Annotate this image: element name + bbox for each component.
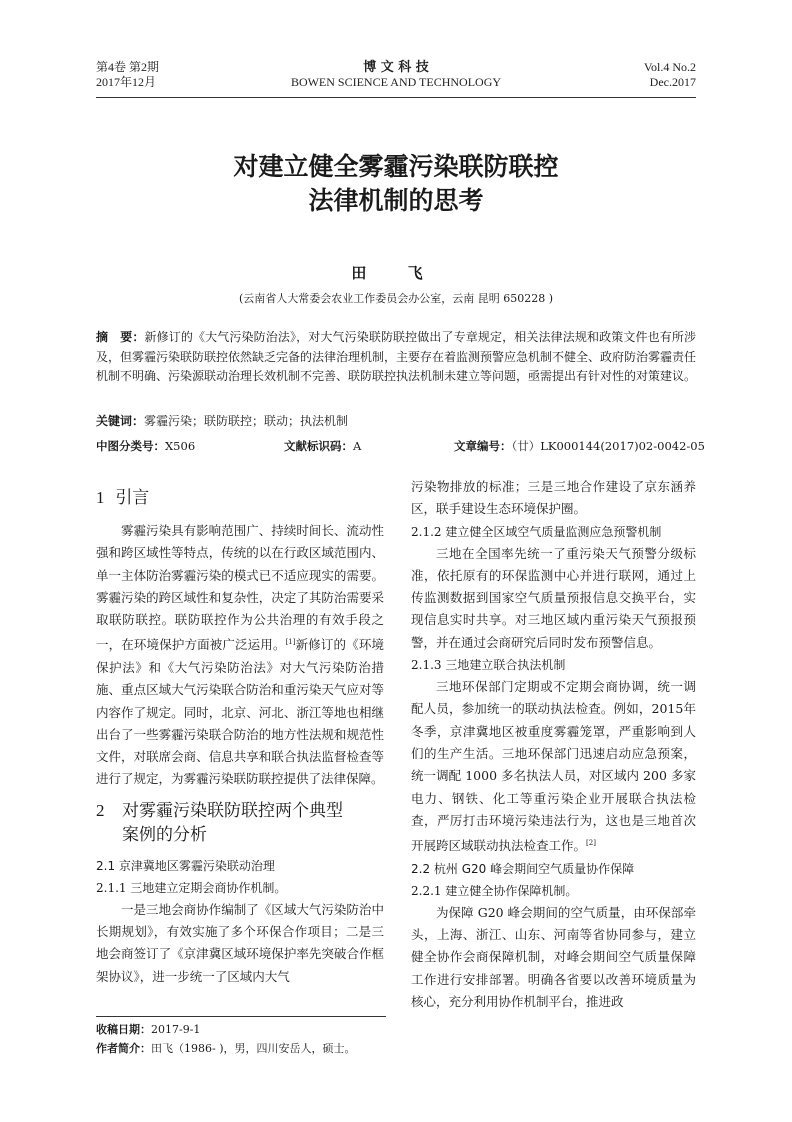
header-volume	[96, 60, 159, 90]
footnote-rule	[96, 1016, 386, 1017]
citation-2: [2]	[586, 839, 596, 848]
header-date-cn: 2017年12月	[96, 75, 157, 89]
left-column	[96, 486, 384, 988]
paragraph-2-1-2: 三地在全国率先统一了重污染天气预警分级标准，依托原有的环保监测中心并进行联网，通过上传监测数据到国家空气质量预报信息交换平台，实现信息实时共享。对三地区域内重污染天气预报预警，并在通过会商研究后同时发布预警信息。	[411, 545, 696, 650]
clc-number: 中图分类号：X506	[96, 439, 196, 453]
abstract-text: 新修订的《大气污染防治法》，对大气污染联防联控做出了专章规定，相关法律法规和政策文件也有所涉及，但雾霾污染联防联控依然缺乏完备的法律治理机制，主要存在着监测预警应急机制不健全、政府防治雾霾责任机制不明确、污染源联动治理长效机制不完善、联防联控执法机制未建立等问题，亟需提出有针对性的对策建议。	[96, 330, 697, 383]
author-name: 田 飞	[351, 264, 441, 282]
citation-1: [1]	[285, 638, 296, 647]
keywords	[96, 412, 696, 432]
right-column	[411, 476, 696, 1013]
subsection-2-1-1: 2.1.1 三地建立定期会商协作机制。	[96, 880, 287, 895]
intro-paragraph: 雾霾污染具有影响范围广、持续时间长、流动性强和跨区域性等特点，传统的以在行政区域范围内、单一主体防治雾霾污染的模式已不适应现实的需要。雾霾污染的跨区域性和复杂性，决定了其防治需要采取联防联控。联防联控作为公共治理的有效手段之一，在环境保护方面被广泛运用。[1]新修订的《环境保护法》和《大气污染防治法》对大气污染防治措施、重点区域大气污染联合防治和重污染天气应对等内容作了规定。同时，北京、河北、浙江等地也相继出台了一些雾霾污染联合防治的地方性法规和规范性文件，对联席会商、信息共享和联合执法监督检查等进行了规定，为雾霾污染联防联控提供了法律保障。	[96, 523, 384, 787]
paper-title	[96, 150, 696, 218]
header-journal-cn: 博 文 科 技	[363, 60, 429, 75]
header-volume-en: Vol.4 No.2	[643, 60, 696, 74]
paragraph-2-1-3: 三地环保部门定期或不定期会商协调，统一调配人员，参加统一的联动执法检查。例如，2015年冬季，京津冀地区被重度雾霾笼罩，严重影响到人们的生产生活。三地环保部门迅速启动应急预案，统一调配 1000 多名执法人员，对区域内 200 多家电力、钢铁、化工等重污染企业开展联合执法检查，严厉打击环境污染违法行为，这也是三地首次开展跨区域联动执法检查工作。[2]	[411, 679, 696, 854]
section-2-heading: 2 对雾霾污染联防联控两个典型 案例的分析	[96, 800, 343, 845]
subsection-2-1-2: 2.1.2 建立健全区域空气质量监测应急预警机制	[411, 524, 662, 539]
article-number: 文章编号：（廿）LK000144(2017)02-0042-05	[454, 439, 705, 453]
paragraph-continued: 污染物排放的标准；三是三地合作建设了京东涵养区，联手建设生态环境保护圈。	[411, 479, 696, 517]
keywords-label: 关键词：	[96, 414, 145, 428]
keywords-text: 雾霾污染；联防联控；联动；执法机制	[144, 414, 349, 428]
subsection-2-2-1: 2.2.1 建立健全协作保障机制。	[411, 883, 578, 898]
document-code: 文献标识码：A	[284, 439, 362, 453]
header-rule	[96, 97, 696, 98]
header-journal	[246, 60, 546, 90]
header-journal-en: BOWEN SCIENCE AND TECHNOLOGY	[290, 75, 502, 89]
section-1-heading: 1 引言	[96, 488, 150, 508]
footnote	[96, 1020, 436, 1058]
paragraph-2-1-1: 一是三地会商协作编制了《区域大气污染防治中长期规划》，有效实施了多个环保合作项目；二是三地会商签订了《京津冀区域环境保护率先突破合作框架协议》，进一步统一了区域内大气	[96, 901, 384, 984]
title-line-1: 对建立健全雾霾污染联防联控	[233, 152, 559, 181]
header-volume-en-block	[546, 60, 696, 90]
abstract	[96, 328, 696, 387]
abstract-label: 摘 要：	[96, 330, 145, 344]
header-date-en: Dec.2017	[649, 75, 696, 89]
affiliation: (云南省人大常委会农业工作委员会办公室，云南 昆明 650228 )	[238, 292, 554, 305]
subsection-2-2: 2.2 杭州 G20 峰会期间空气质量协作保障	[411, 861, 635, 876]
author-bio: 作者简介：田飞（1986- )，男，四川安岳人，硕士。	[96, 1042, 356, 1055]
subsection-2-1: 2.1 京津冀地区雾霾污染联动治理	[96, 858, 275, 873]
subsection-2-1-3: 2.1.3 三地建立联合执法机制	[411, 658, 566, 673]
paragraph-2-2-1: 为保障 G20 峰会期间的空气质量，由环保部牵头，上海、浙江、山东、河南等省协同参与，建立健全协作会商保障机制，对峰会期间空气质量保障工作进行安排部署。明确各省要以改善环境质量为核心，充分利用协作机制平台，推进政	[411, 904, 696, 1009]
title-line-2: 法律机制的思考	[308, 186, 484, 215]
header-volume-cn: 第4卷 第2期	[96, 60, 160, 74]
received-date: 收稿日期：2017-9-1	[96, 1023, 201, 1036]
